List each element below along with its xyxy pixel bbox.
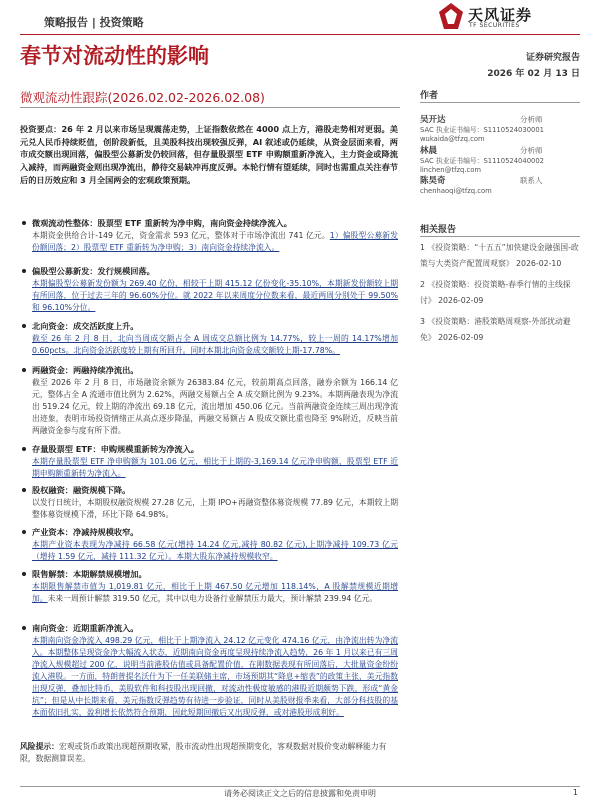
abstract: 投资要点：26 年 2 月以来市场呈现震荡走势，上证指数依然在 4000 点上方，港股走势相对更弱。美元兑人民币持续贬值，创阶段新低，且美股科技出现较强反弹，AI 叙述或仍延续，从资金层面来看，两市成交额出现回落，偏股型公募新发仍较回落，但存量股票型 ETF 申购额重新净流入，主力资金或降流入减持，而两融资金则出现净流出，静待交易缺冲再度反弹。本轮行情有望延续，同时也需重点关注春节后的日历效应和 3 月全国两会的宏观政策预期。 <box>20 124 398 185</box>
logo-text-cn: 天风证券 <box>468 6 533 24</box>
analyst-name: 林晨 <box>420 146 438 156</box>
subtitle-divider <box>20 107 400 108</box>
section-body: 本期存量股票型 ETF 净申购额为 101.06 亿元，相比于上期的-3,169.14 亿元净申购额，股票型 ETF 近期申购额重新转为净流入。 <box>32 457 398 478</box>
section-equity-financing <box>20 484 398 521</box>
section-body: 截至 2026 年 2 月 8 日，市场融资余额为 26383.84 亿元，较前期高点回落，融券余额为 166.14 亿元，整体占全 A 流通市值比例为 2.62%，两融交易额占全 A 成交额比例为 9.23%。本期两融表现为净流出 519.24 亿元，较上期的净流出 69.18 亿元，流出增加 450.06 亿元。当前两融资金连续三周出现净流出迹象，表明市场投资情绪正从高点逐步降温，两融交易额占 A 股成交额比重也降至 9%附近，反映当前两融资金参与度有所下滑。 <box>32 378 398 435</box>
analyst-name: 陈昊奇 <box>420 176 446 186</box>
section-heading: 产业资本：净减持规模收窄。 <box>20 526 398 538</box>
section-body: 截至 26 年 2 月 8 日，北向当周成交额占全 A 周成交总额比例为 14.77%，较上一周的 14.17%增加 0.60pcts。北向资金活跃度较上期有所回升。同时本期北向资金成交额较上期-17.78%。 <box>32 334 398 355</box>
section-overall <box>20 217 398 254</box>
section-heading: 北向资金：成交活跃度上升。 <box>20 320 398 332</box>
logo-text-en: TF SECURITIES <box>469 22 520 29</box>
section-heading: 股权融资：融资规模下降。 <box>20 484 398 496</box>
related-reports-list <box>420 240 582 351</box>
report-category-label: 策略报告 | 投资策略 <box>44 16 144 29</box>
analyst-cert: SAC 执业证书编号：S1110524030001 <box>420 126 544 134</box>
section-margin <box>20 364 398 437</box>
page-subtitle: 微观流动性跟踪(2026.02.02-2026.02.08) <box>20 90 265 105</box>
bullet-icon <box>22 368 26 372</box>
section-industrial-capital <box>20 526 398 563</box>
bullet-icon <box>22 530 26 534</box>
related-report-link[interactable]: 1 《投资策略：“十五五”加快建设金融强国-政策与大类资产配置周观察》 2026-02-10 <box>420 243 579 268</box>
section-heading: 限售解禁：本期解禁规模增加。 <box>20 568 398 580</box>
section-body: 本期偏股型公募新发份额为 269.40 亿份，相较于上期 415.12 亿份变化-35.10%，本期新发份额较上期有所回落，位于过去三年的 96.60%分位。就 2022 年以来周度分位数来看，最近两周分别处于 99.50%和 96.10%分位。 <box>32 279 398 312</box>
analyst-email[interactable]: wukaida@tfzq.com <box>420 135 485 143</box>
section-heading: 偏股型公募新发：发行规模回落。 <box>20 265 398 277</box>
footer-disclaimer: 请务必阅读正文之后的信息披露和免责申明 <box>224 789 376 798</box>
section-heading: 存量股票型 ETF：申购规模重新转为净流入。 <box>20 443 398 455</box>
report-type: 证券研究报告 <box>525 53 580 63</box>
report-date: 2026 年 02 月 13 日 <box>487 69 580 79</box>
related-divider <box>420 236 580 237</box>
related-report-link[interactable]: 3 《投资策略：港股策略周观察-外部扰动避免》 2026-02-09 <box>420 317 571 342</box>
section-heading: 两融资金：两融持续净流出。 <box>20 364 398 376</box>
analyst-card <box>420 168 580 196</box>
section-northbound <box>20 320 398 357</box>
bullet-icon <box>22 447 26 451</box>
related-reports-label: 相关报告 <box>420 225 457 235</box>
analyst-name: 吴开达 <box>420 115 446 125</box>
analyst-role: 联系人 <box>520 176 543 185</box>
section-etf <box>20 443 398 480</box>
analyst-email[interactable]: linchen@tfzq.com <box>420 166 482 174</box>
header-divider <box>20 34 580 35</box>
page-number: 1 <box>572 788 578 797</box>
analyst-role: 分析师 <box>520 115 543 124</box>
author-label: 作者 <box>420 91 439 101</box>
section-body: 本期限售解禁市值为 1,019.81 亿元，相比于上期 467.50 亿元增加 118.14%，A 股解禁规模近期增加。未来一周预计解禁 319.50 亿元，其中以电力设备行业解禁压力最大，预计解禁 239.94 亿元。 <box>32 582 398 603</box>
bullet-icon <box>22 626 26 630</box>
section-public-funds <box>20 265 398 314</box>
footer-divider <box>20 786 580 787</box>
bullet-icon <box>22 572 26 576</box>
company-logo <box>438 2 588 32</box>
section-heading: 微观流动性整体：股票型 ETF 重新转为净申购，南向资金持续净流入。 <box>20 217 398 229</box>
author-divider <box>420 102 580 103</box>
bullet-icon <box>22 324 26 328</box>
page-title: 春节对流动性的影响 <box>20 44 209 68</box>
risk-warning: 风险提示：宏观或货币政策出现超预期收紧，股市流动性出现超预期变化，客观数据对股价变动解释能力有限，数据测算误差。 <box>20 742 387 763</box>
bullet-icon <box>22 221 26 225</box>
bullet-icon <box>22 488 26 492</box>
analyst-cert: SAC 执业证书编号：S1110524040002 <box>420 157 544 165</box>
section-body: 本期产业资本表现为净减持 66.58 亿元(增持 14.24 亿元,减持 80.82 亿元),上期净减持 109.73 亿元（增持 1.59 亿元，减持 111.32 亿元）。本期大股东净减持规模收窄。 <box>32 540 398 561</box>
section-body: 本期资金供给合计-149 亿元，资金需求 593 亿元，整体对于市场净流出 741 亿元。1）偏股型公募新发份额回落；2）股票型 ETF 重新转为净申购；3）南向资金持续净流入。 <box>32 231 398 252</box>
bullet-icon <box>22 269 26 273</box>
analyst-role: 分析师 <box>520 146 543 155</box>
analyst-email[interactable]: chenhaoqi@tfzq.com <box>420 187 492 195</box>
section-southbound <box>20 622 398 719</box>
section-body: 以发行日统计，本期股权融资规模 27.28 亿元，上期 IPO+再融资整体募资规模 77.89 亿元，本期较上期整体募资规模下滑，环比下降 64.98%。 <box>32 498 398 519</box>
logo-icon <box>438 2 464 30</box>
section-body: 本期南向资金净流入 498.29 亿元，相比于上期净流入 24.12 亿元变化 474.16 亿元，由净流出转为净流入。本期整体呈现资金净大幅流入状态，近期南向资金再度呈现持续净流入趋势，26 年 1 月以来已有三周净流入规模超过 200 亿，说明当前港股估值或具备配置价值，在刚数据表现有所回落后，大批量资金纷纷流入港股。一方面，特朗普提名沃什为下一任美联储主席，市场预期其“降息+缩表”的政策主张，美元指数出现反弹，叠加比特币、美股软件和科技股出现回撤，对流动性极度敏感的港股近期颇势下跌，形成“黄金坑”；但是从中长期来看，美元指数反弹趋势有待进一步验证，同时从美股财报季来看，大部分科技股的基本面依旧扎实，盈利增长依然符合预期，因此短期回撤后又出现反弹，或对港股形成利好。 <box>32 636 398 717</box>
section-unlock <box>20 568 398 605</box>
related-report-link[interactable]: 2 《投资策略：投资策略-春季行情的主线探讨》 2026-02-09 <box>420 280 571 305</box>
section-heading: 南向资金：近期重新净流入。 <box>20 622 398 634</box>
